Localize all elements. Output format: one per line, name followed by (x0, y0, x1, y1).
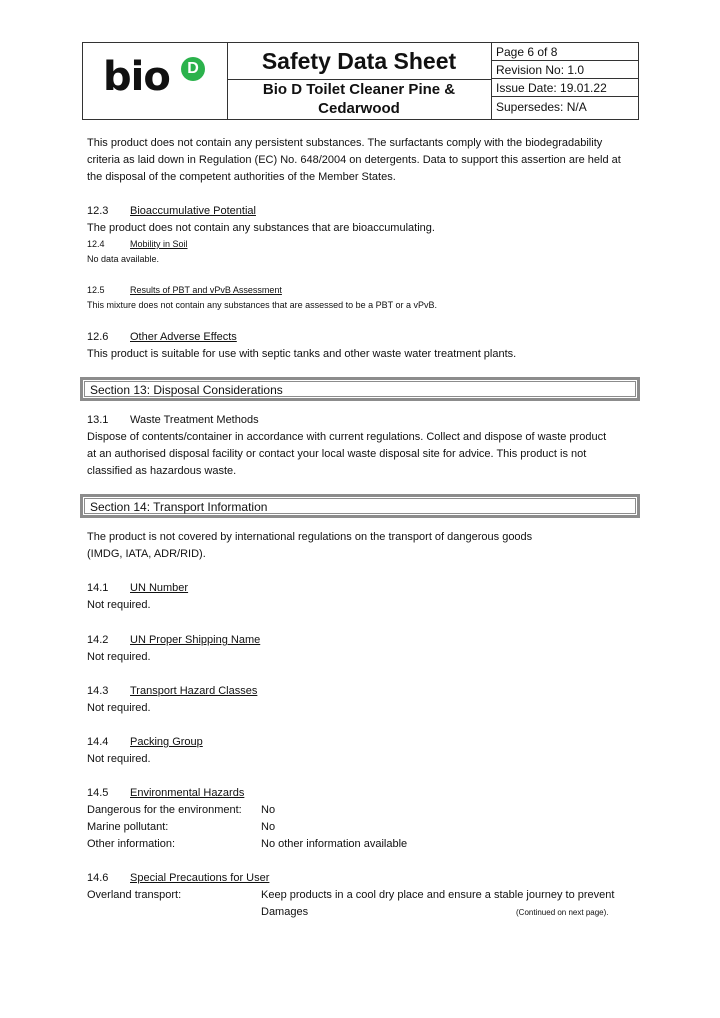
section-14-intro-line-1: The product is not covered by international regulations on the transport of dangerous goods (87, 531, 533, 543)
section-14-intro-line-2: (IMDG, IATA, ADR/RID). (87, 548, 206, 560)
text-14-3: Not required. (87, 702, 151, 714)
intro-line-1: This product does not contain any persistent substances. The surfactants comply with the biodegradability (87, 137, 603, 149)
heading-title: Environmental Hazards (130, 787, 245, 799)
other-information-label: Other information: (87, 838, 176, 850)
heading-title: Waste Treatment Methods (130, 414, 259, 426)
document-meta (491, 43, 638, 119)
heading-title: UN Number (130, 582, 189, 594)
logo-cell (83, 43, 228, 119)
heading-title: Bioaccumulative Potential (130, 205, 256, 217)
revision-number: Revision No: 1.0 (491, 61, 638, 79)
product-name: Bio D Toilet Cleaner Pine & Cedarwood (262, 81, 456, 117)
text-12-3: The product does not contain any substances that are bioaccumulating. (87, 222, 435, 234)
env-hazard-label: Dangerous for the environment: (87, 804, 242, 816)
intro-line-3: the disposal of the competent authorities of the Member States. (87, 171, 396, 183)
section-13-title: Section 13: Disposal Considerations (84, 381, 636, 397)
other-information-value: No other information available (261, 838, 408, 850)
heading-title: Results of PBT and vPvB Assessment (130, 285, 282, 295)
text-14-1: Not required. (87, 599, 151, 611)
logo-badge: D (181, 57, 205, 81)
text-12-4: No data available. (87, 254, 160, 264)
overland-transport-label: Overland transport: (87, 889, 182, 901)
text-13-1-line-2: at an authorised disposal facility or contact your local waste disposal site for advice. This product is not (87, 448, 587, 460)
heading-number: 12.6 (87, 331, 109, 343)
heading-number: 14.2 (87, 634, 109, 646)
section-13-bar (80, 377, 640, 401)
section-14-bar (80, 494, 640, 518)
continued-note: (Continued on next page). (516, 908, 609, 917)
text-13-1-line-3: classified as hazardous waste. (87, 465, 237, 477)
heading-title: Special Precautions for User (130, 872, 270, 884)
text-12-5: This mixture does not contain any substances that are assessed to be a PBT or a vPvB. (87, 300, 438, 310)
heading-number: 14.6 (87, 872, 109, 884)
text-14-2: Not required. (87, 651, 151, 663)
heading-number: 14.4 (87, 736, 109, 748)
heading-title: Mobility in Soil (130, 239, 188, 249)
text-13-1-line-1: Dispose of contents/container in accordance with current regulations. Collect and dispose of waste product (87, 431, 607, 443)
page-number: Page 6 of 8 (491, 43, 638, 61)
marine-pollutant-label: Marine pollutant: (87, 821, 169, 833)
bio-d-logo (103, 55, 207, 105)
heading-title: Transport Hazard Classes (130, 685, 258, 697)
logo-wordmark: bio (103, 54, 170, 100)
env-hazard-value: No (261, 804, 276, 816)
overland-transport-line-1: Keep products in a cool dry place and ensure a stable journey to prevent (261, 889, 615, 901)
intro-line-2: criteria as laid down in Regulation (EC) No. 648/2004 on detergents. Data to support this assertion are held at (87, 154, 621, 166)
heading-title: Packing Group (130, 736, 203, 748)
heading-number: 13.1 (87, 414, 109, 426)
section-14-title: Section 14: Transport Information (84, 498, 636, 514)
heading-number: 14.3 (87, 685, 109, 697)
heading-title: UN Proper Shipping Name (130, 634, 261, 646)
document-title: Safety Data Sheet (227, 43, 491, 80)
text-14-4: Not required. (87, 753, 151, 765)
heading-number: 14.5 (87, 787, 109, 799)
supersedes: Supersedes: N/A (496, 100, 587, 114)
title-cell (227, 43, 492, 119)
issue-date: Issue Date: 19.01.22 (491, 79, 638, 97)
heading-title: Other Adverse Effects (130, 331, 237, 343)
text-12-6: This product is suitable for use with septic tanks and other waste water treatment plants. (87, 348, 517, 360)
heading-number: 14.1 (87, 582, 109, 594)
heading-number: 12.3 (87, 205, 109, 217)
overland-transport-line-2: Damages (261, 906, 309, 918)
document-header (82, 42, 639, 120)
heading-number: 12.5 (87, 285, 105, 295)
marine-pollutant-value: No (261, 821, 276, 833)
heading-number: 12.4 (87, 239, 105, 249)
